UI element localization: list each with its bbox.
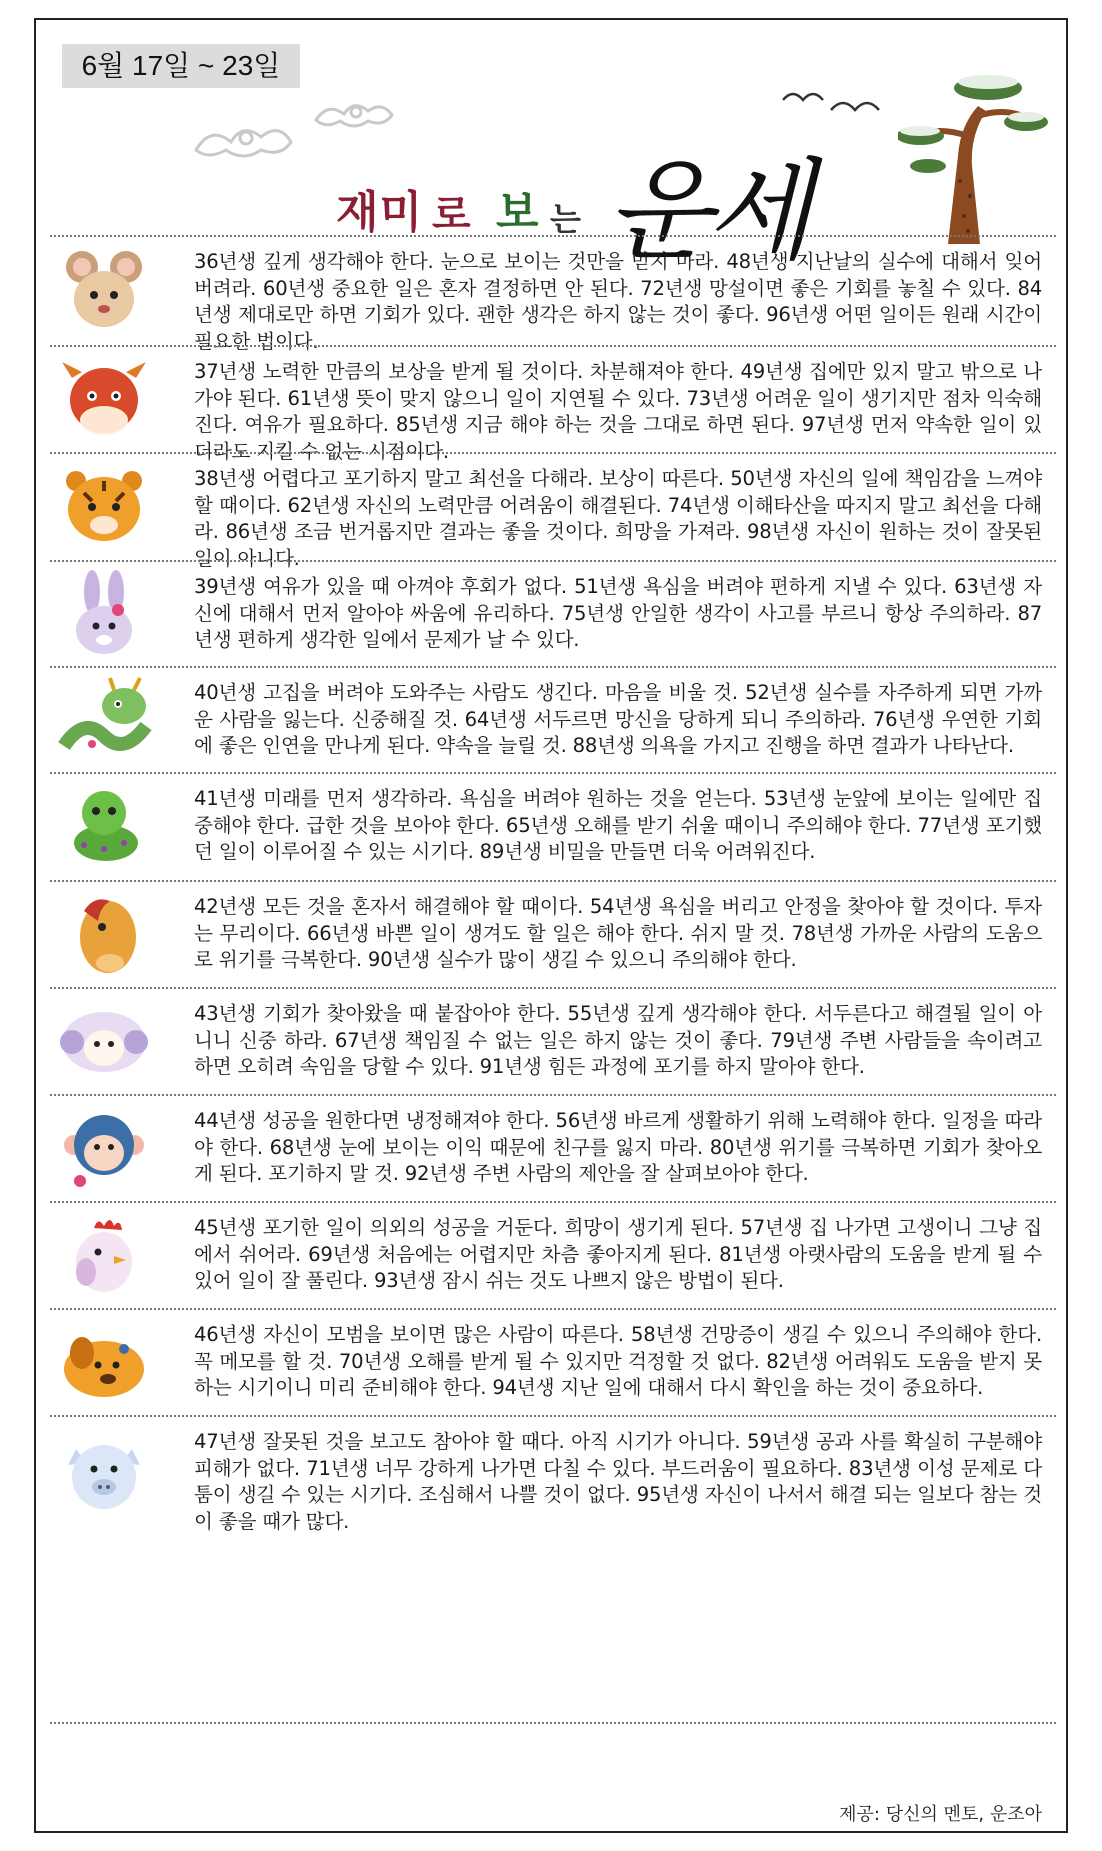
fortune-row-sheep (50, 987, 1056, 1094)
fortune-text: 38년생 어렵다고 포기하지 말고 최선을 다해라. 보상이 따른다. 50년생 자신의 일에 책임감을 느껴야 할 때이다. 62년생 자신의 노력만큼 어려움이 해결된다. 74년생 이해타산을 따지지 말고 최선을 다해라. 86년생 조금 번거롭지만 결과는 좋을 것이다. 희망을 가져라. 98년생 자신이 원하는 것이 잘못된 일이 아니다. (194, 467, 1042, 570)
snake-icon (54, 783, 154, 871)
tiger-icon (54, 463, 154, 551)
fortune-text: 47년생 잘못된 것을 보고도 참아야 할 때다. 아직 시기가 아니다. 59년생 공과 사를 확실히 구분해야 피해가 없다. 71년생 너무 강하게 나가면 다칠 수 있다. 부드러움이 필요하다. 83년생 이성 문제로 다툼이 생길 수 있는 시기다. 조심해서 나쁠 것이 없다. 95년생 자신이 나서서 해결 되는 일보다 참는 것이 좋을 때가 많다. (194, 1430, 1042, 1533)
fortune-row-rabbit (50, 560, 1056, 666)
fortune-text: 40년생 고집을 버려야 도와주는 사람도 생긴다. 마음을 비울 것. 52년생 실수를 자주하게 되면 가까운 사람을 잃는다. 신중해질 것. 64년생 서두르면 망신을 당하게 되니 주의하라. 76년생 우연한 기회에 좋은 인연을 만나게 된다. 약속을 늘릴 것. 88년생 의욕을 가지고 진행을 하면 결과가 나타난다. (194, 681, 1042, 757)
fortune-text: 42년생 모든 것을 혼자서 해결해야 할 때이다. 54년생 욕심을 버리고 안정을 찾아야 할 것이다. 투자는 무리이다. 66년생 바쁜 일이 생겨도 할 일은 해야 한다. 쉬지 말 것. 78년생 가까운 사람의 도움으로 위기를 극복한다. 90년생 실수가 많이 생길 수 있으니 주의해야 한다. (194, 895, 1042, 971)
fortune-text: 37년생 노력한 만큼의 보상을 받게 될 것이다. 차분해져야 한다. 49년생 집에만 있지 말고 밖으로 나가야 된다. 61년생 뜻이 맞지 않으니 일이 지연될 수 있다. 73년생 어려운 일이 생기지만 점차 익숙해진다. 여유가 필요하다. 85년생 지금 해야 하는 것을 그대로 하면 된다. 97년생 먼저 약속한 일이 있더라도 지킬 수 없는 시점이다. (194, 360, 1042, 463)
fortune-row-rat (50, 235, 1056, 353)
fortune-row-dog (50, 1308, 1056, 1415)
title-main: 운세 (606, 147, 807, 275)
fortune-text: 41년생 미래를 먼저 생각하라. 욕심을 버려야 원하는 것을 얻는다. 53년생 눈앞에 보이는 일에만 집중해야 한다. 급한 것을 보아야 한다. 65년생 오해를 받기 쉬울 때이니 주의해야 한다. 77년생 포기했던 일이 이루어질 수 있는 시기다. 89년생 비밀을 만들면 더욱 어려워진다. (194, 787, 1042, 863)
page-frame (34, 18, 1068, 1833)
monkey-icon (54, 1105, 154, 1193)
title-part-4: 는 (550, 200, 582, 238)
title-part-1: 재미 (336, 187, 424, 238)
rat-icon (54, 247, 154, 335)
divider (50, 1722, 1056, 1724)
horse-icon (54, 891, 154, 979)
pine-tree-illustration (898, 66, 1048, 246)
fortune-list (50, 235, 1056, 1533)
fortune-row-dragon (50, 666, 1056, 772)
sheep-icon (54, 998, 154, 1086)
fortune-row-tiger (50, 452, 1056, 570)
fortune-row-snake (50, 772, 1056, 880)
fortune-row-rooster (50, 1201, 1056, 1308)
credit-line: 제공: 당신의 멘토, 운조아 (839, 1804, 1042, 1825)
fortune-text: 39년생 여유가 있을 때 아껴야 후회가 없다. 51년생 욕심을 버려야 편하게 지낼 수 있다. 63년생 자신에 대해서 먼저 알아야 싸움에 유리하다. 75년생 안일한 생각이 사고를 부르니 항상 주의하라. 87년생 편하게 생각한 일에서 문제가 날 수 있다. (194, 575, 1042, 651)
birds-decoration (781, 80, 881, 120)
fortune-text: 45년생 포기한 일이 의외의 성공을 거둔다. 희망이 생기게 된다. 57년생 집 나가면 고생이니 그냥 집에서 쉬어라. 69년생 처음에는 어렵지만 차츰 좋아지게 된다. 81년생 아랫사람의 도움을 받게 될 수 있어 일이 잘 풀린다. 93년생 잠시 쉬는 것도 나쁘지 않은 방법이 된다. (194, 1216, 1042, 1292)
dragon-icon (54, 676, 154, 764)
fortune-text: 46년생 자신이 모범을 보이면 많은 사람이 따른다. 58년생 건망증이 생길 수 있으니 주의해야 한다. 꼭 메모를 할 것. 70년생 오해를 받게 될 수 있지만 걱정할 것 없다. 82년생 어려워도 도움을 받지 못하는 시기이니 미리 준비해야 한다. 94년생 지난 일에 대해서 다시 확인을 하는 것이 중요하다. (194, 1323, 1042, 1399)
pig-icon (54, 1429, 154, 1517)
title-part-2: 로 (432, 192, 472, 238)
rooster-icon (54, 1212, 154, 1300)
fortune-text: 44년생 성공을 원한다면 냉정해져야 한다. 56년생 바르게 생활하기 위해 노력해야 한다. 일정을 따라야 한다. 68년생 눈에 보이는 이익 때문에 친구를 잃지 마라. 80년생 위기를 극복하면 기회가 찾아오게 된다. 포기하지 말 것. 92년생 주변 사람의 제안을 잘 살펴보아야 한다. (194, 1109, 1042, 1185)
date-range: 6월 17일 ~ 23일 (62, 44, 300, 88)
fortune-text: 43년생 기회가 찾아왔을 때 붙잡아야 한다. 55년생 깊게 생각해야 한다. 서두른다고 해결될 일이 아니니 신중 하라. 67년생 책임질 수 없는 일은 하지 않는 것이 좋다. 79년생 주변 사람들을 속이려고 하면 오히려 속임을 당할 수 있다. 91년생 힘든 과정에 포기를 하지 말아야 한다. (194, 1002, 1042, 1078)
rabbit-icon (54, 570, 154, 658)
fortune-row-pig (50, 1415, 1056, 1533)
title-part-3: 보 (496, 187, 540, 238)
ox-icon (54, 356, 154, 444)
fortune-row-monkey (50, 1094, 1056, 1201)
fortune-text: 36년생 깊게 생각해야 한다. 눈으로 보이는 것만을 믿지 마라. 48년생 지난날의 실수에 대해서 잊어버려라. 60년생 중요한 일은 혼자 결정하면 안 된다. 72년생 망설이면 좋은 기회를 놓칠 수 있다. 84년생 제대로만 하면 기회가 있다. 괜한 생각은 하지 않는 것이 좋다. 96년생 어떤 일이든 원래 시간이 필요한 법이다. (194, 250, 1042, 353)
fortune-row-horse (50, 880, 1056, 987)
dog-icon (54, 1319, 154, 1407)
fortune-row-ox (50, 345, 1056, 463)
